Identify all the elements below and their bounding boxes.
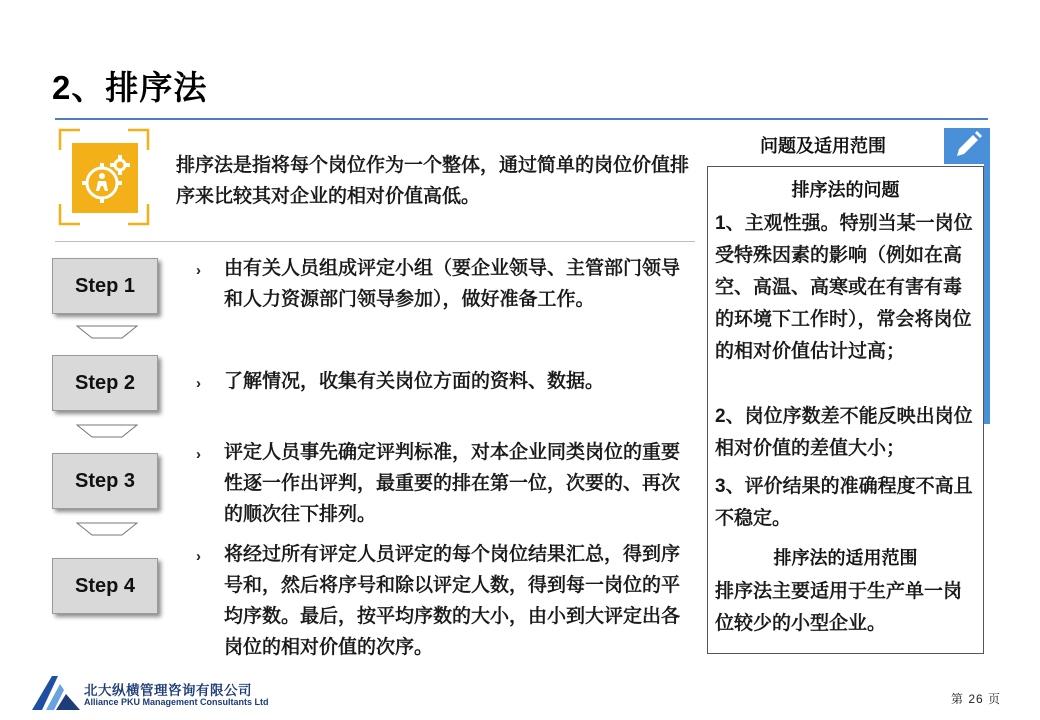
bullet-icon: › xyxy=(196,375,201,392)
intro-divider xyxy=(55,241,695,242)
step-2-box: Step 2 xyxy=(52,355,158,411)
step-1-text: 由有关人员组成评定小组（要企业领导、主管部门领导和人力资源部门领导参加），做好准备工作。 xyxy=(224,258,681,310)
scope-title: 排序法的适用范围 xyxy=(773,548,918,568)
pencil-icon xyxy=(944,128,987,164)
side-accent-bar xyxy=(984,128,990,424)
bullet-icon: › xyxy=(196,262,201,279)
step-4-text: 将经过所有评定人员评定的每个岗位结果汇总，得到序号和，然后将序号和除以评定人数，得到每一岗位的平均序数。最后，按平均序数的大小，由小到大评定出各岗位的相对价值的次序。 xyxy=(224,544,681,658)
gear-person-icon xyxy=(72,143,138,213)
down-arrow-icon xyxy=(76,522,138,536)
step-2-text: 了解情况，收集有关岗位方面的资料、数据。 xyxy=(224,371,605,392)
page-title: 2、排序法 xyxy=(52,69,208,106)
scope-text: 排序法主要适用于生产单一岗位较少的小型企业。 xyxy=(715,581,963,634)
page-number: 第 26 页 xyxy=(951,692,1002,706)
step-3-box: Step 3 xyxy=(52,453,158,509)
company-name-en: Alliance PKU Management Consultants Ltd xyxy=(84,697,269,707)
company-name-cn: 北大纵横管理咨询有限公司 xyxy=(84,683,252,698)
problem-item-1: 1、主观性强。特别当某一岗位受特殊因素的影响（例如在高空、高温、高寒或在有害有毒的环境下工作时），常会将岗位的相对价值估计过高； xyxy=(715,213,973,362)
down-arrow-icon xyxy=(76,325,138,339)
step-4-box: Step 4 xyxy=(52,558,158,614)
intro-text: 排序法是指将每个岗位作为一个整体，通过简单的岗位价值排序来比较其对企业的相对价值高低。 xyxy=(176,155,690,207)
problem-item-3: 3、评价结果的准确程度不高且不稳定。 xyxy=(715,476,973,529)
down-arrow-icon xyxy=(76,424,138,438)
bullet-icon: › xyxy=(196,446,201,463)
side-panel-header: 问题及适用范围 xyxy=(760,136,886,156)
problems-title: 排序法的问题 xyxy=(791,180,900,200)
title-divider xyxy=(55,118,988,120)
step-3-text: 评定人员事先确定评判标准，对本企业同类岗位的重要性逐一作出评判，最重要的排在第一位，次要的、再次的顺次往下排列。 xyxy=(224,442,681,525)
bullet-icon: › xyxy=(196,548,201,565)
problem-item-2: 2、岗位序数差不能反映出岗位相对价值的差值大小； xyxy=(715,406,973,459)
step-1-box: Step 1 xyxy=(52,258,158,314)
company-logo-icon xyxy=(30,672,82,712)
